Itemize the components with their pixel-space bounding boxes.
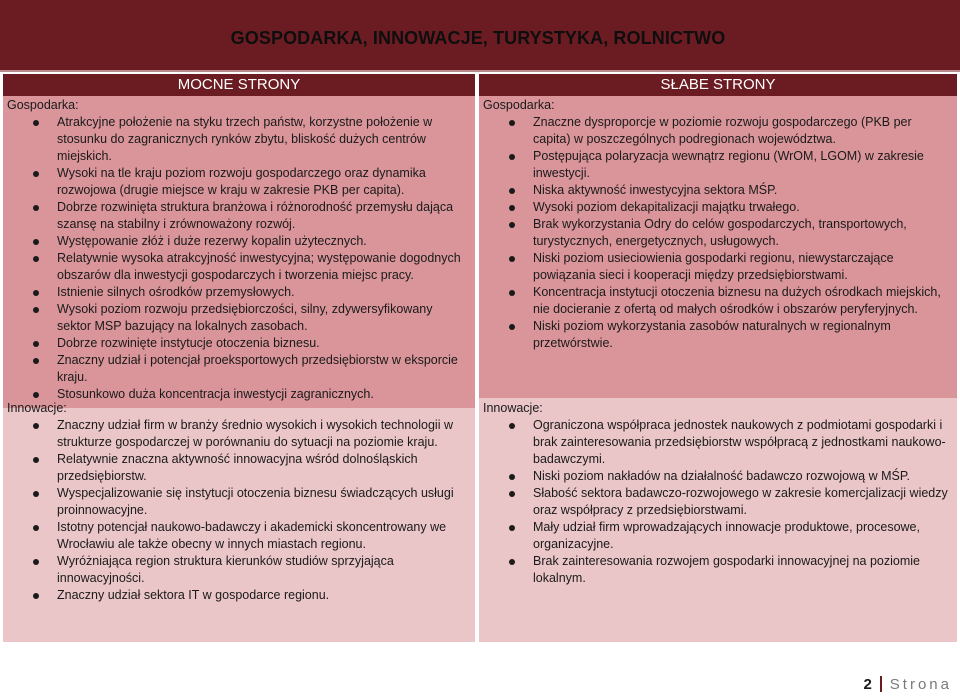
list-item <box>7 587 475 604</box>
list-item <box>7 284 475 301</box>
list-item <box>7 485 475 519</box>
list-item <box>7 417 475 451</box>
list-item-text: Niski poziom usieciowienia gospodarki regionu, niewystarczające powiązania sieci i kooperacji między przedsiębiorstwami. <box>533 251 894 282</box>
list-item <box>7 199 475 233</box>
list-item-text: Mały udział firm wprowadzających innowacje produktowe, procesowe, organizacyjne. <box>533 520 920 551</box>
strengths-economy-list <box>7 114 475 403</box>
list-item-text: Atrakcyjne położenie na styku trzech państw, korzystne położenie w stosunku do zagranicznych rynków zbytu, bliskość dużych centrów miejskich. <box>57 115 433 163</box>
list-item <box>483 250 957 284</box>
bullet-icon <box>509 188 515 194</box>
list-item <box>7 451 475 485</box>
list-item <box>483 485 957 519</box>
list-item-text: Niska aktywność inwestycyjna sektora MŚP. <box>533 183 778 197</box>
bullet-icon <box>33 171 39 177</box>
economy-label: Gospodarka: <box>7 98 79 112</box>
strengths-heading: MOCNE STRONY <box>3 74 475 96</box>
list-item-text: Wysoki poziom dekapitalizacji majątku trwałego. <box>533 200 800 214</box>
bullet-icon <box>509 120 515 126</box>
list-item <box>7 165 475 199</box>
list-item-text: Istotny potencjał naukowo-badawczy i akademicki skoncentrowany we Wrocławiu ale także obecny w innych miastach regionu. <box>57 520 447 551</box>
bullet-icon <box>509 525 515 531</box>
list-item <box>483 216 957 250</box>
list-item <box>483 148 957 182</box>
innovation-label: Innowacje: <box>7 401 67 415</box>
page-footer <box>863 676 952 693</box>
strengths-body <box>3 96 475 642</box>
bullet-icon <box>509 491 515 497</box>
bullet-icon <box>509 154 515 160</box>
list-item <box>483 114 957 148</box>
weaknesses-economy-section <box>479 96 957 352</box>
list-item <box>7 352 475 386</box>
innovation-label: Innowacje: <box>483 401 543 415</box>
bullet-icon <box>33 457 39 463</box>
list-item <box>483 199 957 216</box>
list-item-text: Ograniczona współpraca jednostek naukowych z podmiotami gospodarki i brak zainteresowania przedsiębiorstw współpracą z jednostkami naukowo-badawczymi. <box>533 418 946 466</box>
list-item <box>483 553 957 587</box>
list-item-text: Niski poziom nakładów na działalność badawczo rozwojową w MŚP. <box>533 469 911 483</box>
bullet-icon <box>33 423 39 429</box>
list-item <box>7 335 475 352</box>
bullet-icon <box>33 525 39 531</box>
bullet-icon <box>33 341 39 347</box>
list-item-text: Wyróżniająca region struktura kierunków studiów sprzyjająca innowacyjności. <box>57 554 394 585</box>
list-item-text: Brak zainteresowania rozwojem gospodarki innowacyjnej na poziomie lokalnym. <box>533 554 921 585</box>
list-item-text: Relatywnie wysoka atrakcyjność inwestycyjna; występowanie dogodnych obszarów dla inwestycji gospodarczych i tworzenia miejsc pracy. <box>57 251 461 282</box>
strengths-economy-section <box>3 96 475 403</box>
page-word: Strona <box>889 676 952 693</box>
bullet-icon <box>33 120 39 126</box>
list-item-text: Koncentracja instytucji otoczenia biznesu na dużych ośrodkach miejskich, nie docieranie z ofertą od małych ośrodków i obszarów peryferyjnych. <box>533 285 941 316</box>
bullet-icon <box>509 205 515 211</box>
list-item <box>7 250 475 284</box>
bullet-icon <box>33 256 39 262</box>
list-item-text: Znaczny udział i potencjał proeksportowych przedsiębiorstw w eksporcie kraju. <box>57 353 458 384</box>
list-item-text: Postępująca polaryzacja wewnątrz regionu (WrOM, LGOM) w zakresie inwestycji. <box>533 149 924 180</box>
bullet-icon <box>33 239 39 245</box>
bullet-icon <box>509 559 515 565</box>
list-item <box>7 553 475 587</box>
economy-label: Gospodarka: <box>483 98 555 112</box>
weaknesses-heading: SŁABE STRONY <box>479 74 957 96</box>
list-item-text: Występowanie złóż i duże rezerwy kopalin użytecznych. <box>57 234 367 248</box>
list-item-text: Stosunkowo duża koncentracja inwestycji zagranicznych. <box>57 387 374 401</box>
list-item <box>483 468 957 485</box>
list-item-text: Znaczne dysproporcje w poziomie rozwoju gospodarczego (PKB per capita) w poszczególnych podregionach województwa. <box>533 115 912 146</box>
list-item-text: Wyspecjalizowanie się instytucji otoczenia biznesu świadczących usługi proinnowacyjne. <box>57 486 454 517</box>
list-item <box>483 318 957 352</box>
footer-divider <box>880 676 882 692</box>
bullet-icon <box>509 290 515 296</box>
list-item-text: Istnienie silnych ośrodków przemysłowych. <box>57 285 295 299</box>
bullet-icon <box>509 324 515 330</box>
bullet-icon <box>33 559 39 565</box>
list-item-text: Relatywnie znaczna aktywność innowacyjna wśród dolnośląskich przedsiębiorstw. <box>57 452 418 483</box>
strengths-column <box>3 74 475 642</box>
page-title: GOSPODARKA, INNOWACJE, TURYSTYKA, ROLNICTWO <box>230 28 726 48</box>
bullet-icon <box>33 358 39 364</box>
bullet-icon <box>509 474 515 480</box>
list-item-text: Wysoki poziom rozwoju przedsiębiorczości, silny, zdywersyfikowany sektor MSP bazujący na lokalnych zasobach. <box>57 302 433 333</box>
strengths-innovation-section <box>7 400 475 604</box>
bullet-icon <box>33 205 39 211</box>
bullet-icon <box>33 290 39 296</box>
bullet-icon <box>33 593 39 599</box>
list-item-text: Brak wykorzystania Odry do celów gospodarczych, transportowych, turystycznych, energetycznych, usługowych. <box>533 217 907 248</box>
list-item <box>7 301 475 335</box>
list-item <box>7 233 475 250</box>
weaknesses-economy-list <box>483 114 957 352</box>
weaknesses-innovation-list <box>483 417 957 587</box>
list-item-text: Dobrze rozwinięte instytucje otoczenia biznesu. <box>57 336 320 350</box>
list-item <box>483 182 957 199</box>
list-item-text: Dobrze rozwinięta struktura branżowa i różnorodność przemysłu dająca szansę na stabilny i zrównoważony rozwój. <box>57 200 454 231</box>
weaknesses-column <box>479 74 957 642</box>
bullet-icon <box>33 307 39 313</box>
list-item-text: Znaczny udział sektora IT w gospodarce regionu. <box>57 588 330 602</box>
bullet-icon <box>509 222 515 228</box>
bullet-icon <box>33 491 39 497</box>
strengths-innovation-list <box>7 417 475 604</box>
list-item-text: Wysoki na tle kraju poziom rozwoju gospodarczego oraz dynamika rozwojowa (drugie miejsce w kraju w zakresie PKB per capita). <box>57 166 426 197</box>
page-number: 2 <box>863 676 872 693</box>
list-item <box>483 417 957 468</box>
bullet-icon <box>33 392 39 398</box>
list-item <box>7 519 475 553</box>
list-item-text: Niski poziom wykorzystania zasobów naturalnych w regionalnym przetwórstwie. <box>533 319 891 350</box>
list-item-text: Znaczny udział firm w branży średnio wysokich i wysokich technologii w strukturze gospodarczej w porównaniu do sytuacji na poziomie kraju. <box>57 418 453 449</box>
bullet-icon <box>509 423 515 429</box>
weaknesses-body <box>479 96 957 642</box>
bullet-icon <box>509 256 515 262</box>
weaknesses-innovation-section <box>483 400 957 587</box>
list-item <box>7 114 475 165</box>
list-item <box>483 284 957 318</box>
list-item <box>483 519 957 553</box>
list-item-text: Słabość sektora badawczo-rozwojowego w zakresie komercjalizacji wiedzy oraz współpracy z przedsiębiorstwami. <box>533 486 948 517</box>
